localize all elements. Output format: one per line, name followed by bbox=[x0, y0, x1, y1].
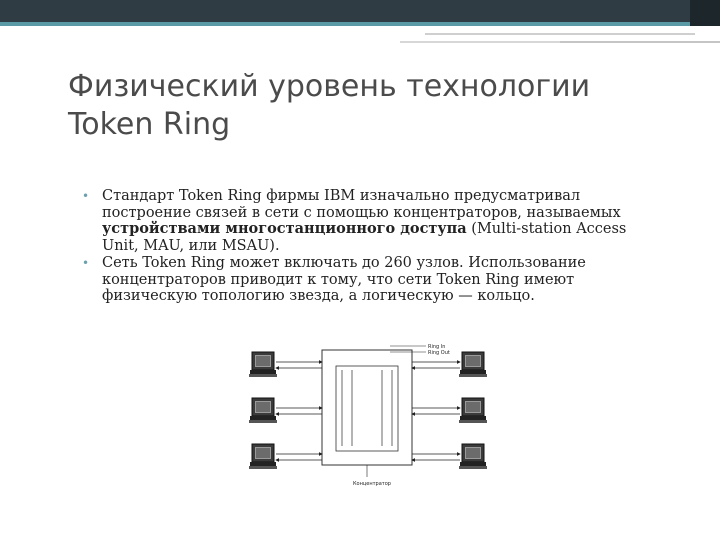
computer-icon bbox=[249, 444, 277, 469]
computer-icon bbox=[459, 352, 487, 377]
bullet-text: Сеть Token Ring может включать до 260 узлов. Использование концентраторов приводит к тому, что сети Token Ring имеют физическую топологию звезда, а логическую — кольцо. bbox=[102, 255, 586, 304]
bullet-item bbox=[80, 255, 660, 305]
bullet-bold-text: устройствами многостанционного доступа bbox=[102, 220, 467, 237]
ring-in-label: Ring In bbox=[428, 344, 446, 350]
computer-icon bbox=[249, 398, 277, 423]
bullet-item bbox=[80, 188, 660, 254]
bullet-icon: • bbox=[82, 189, 90, 203]
top-decor-corner bbox=[690, 0, 720, 26]
computer-icon bbox=[249, 352, 277, 377]
top-accent-stripe bbox=[0, 22, 720, 26]
decor-line bbox=[425, 33, 695, 35]
top-decor-bar bbox=[0, 0, 720, 22]
ring-out-label: Ring Out bbox=[428, 350, 450, 356]
computer-icon bbox=[459, 444, 487, 469]
bullet-list bbox=[80, 188, 660, 306]
hub-label: Концентратор bbox=[353, 481, 391, 487]
token-ring-diagram bbox=[240, 340, 500, 490]
bullet-icon: • bbox=[82, 256, 90, 270]
bullet-text: (Multi-station Access Unit, MAU, или MSAU). bbox=[102, 221, 627, 254]
computer-icon bbox=[459, 398, 487, 423]
slide-title: Физический уровень технологии Token Ring bbox=[68, 69, 591, 142]
hub-inner bbox=[336, 366, 398, 451]
bullet-text: Стандарт Token Ring фирмы IBM изначально предусматривал построение связей в сети с помощью концентраторов, называемых bbox=[102, 188, 621, 221]
decor-line bbox=[560, 41, 720, 43]
hub-box bbox=[322, 350, 412, 465]
ring-path bbox=[342, 370, 392, 446]
